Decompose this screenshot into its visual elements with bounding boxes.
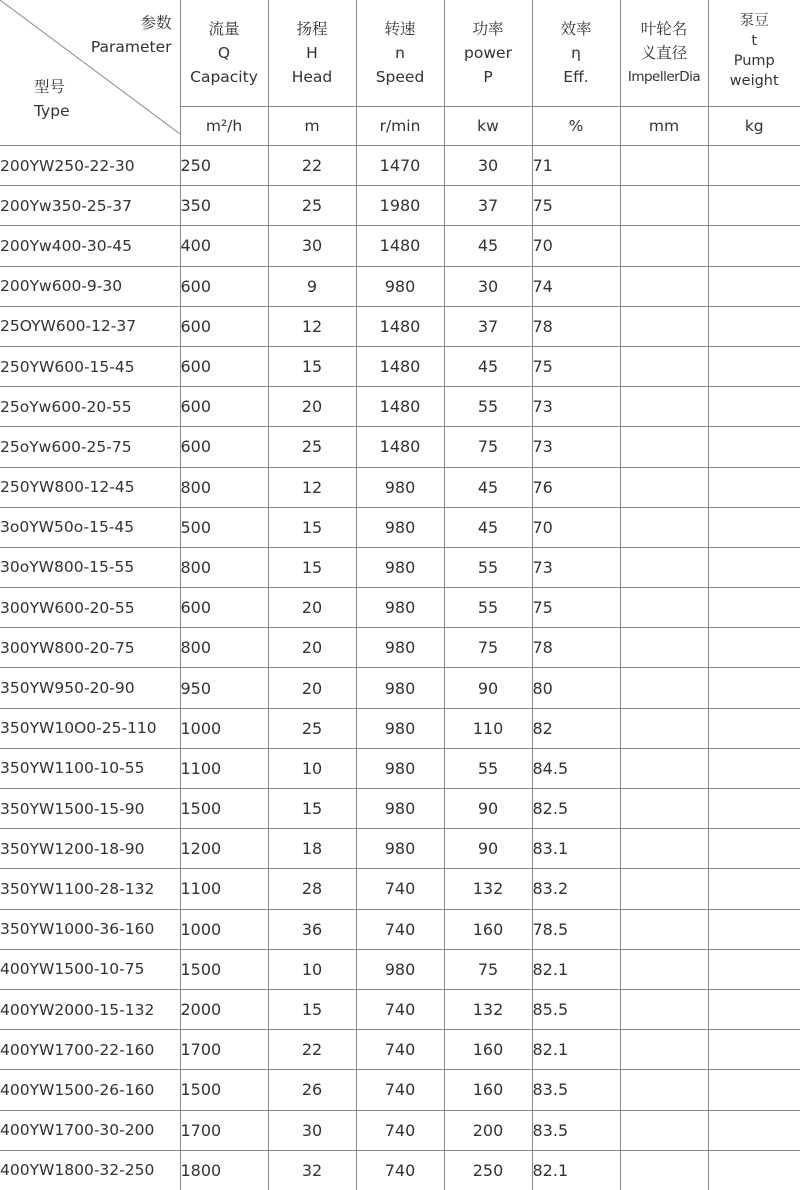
cell-power: 160 <box>444 1030 532 1070</box>
cell-pump-weight <box>708 1030 800 1070</box>
unit-power: kw <box>444 107 532 146</box>
cell-type: 200Yw400-30-45 <box>0 226 180 266</box>
table-row <box>0 708 800 748</box>
cell-impeller-dia <box>620 789 708 829</box>
cell-head: 25 <box>268 186 356 226</box>
cell-efficiency: 70 <box>532 507 620 547</box>
cell-power: 75 <box>444 427 532 467</box>
header-capacity-en: Capacity <box>181 65 268 89</box>
cell-impeller-dia <box>620 387 708 427</box>
cell-head: 10 <box>268 949 356 989</box>
table-row <box>0 186 800 226</box>
cell-efficiency: 82.1 <box>532 1150 620 1190</box>
cell-impeller-dia <box>620 588 708 628</box>
cell-efficiency: 75 <box>532 346 620 386</box>
cell-efficiency: 83.5 <box>532 1070 620 1110</box>
table-row <box>0 1150 800 1190</box>
type-label-cn: 型号 <box>34 75 70 99</box>
cell-capacity: 600 <box>180 387 268 427</box>
cell-speed: 980 <box>356 467 444 507</box>
cell-head: 25 <box>268 427 356 467</box>
cell-speed: 740 <box>356 869 444 909</box>
cell-type: 350YW1500-15-90 <box>0 789 180 829</box>
cell-speed: 980 <box>356 829 444 869</box>
cell-type: 300YW600-20-55 <box>0 588 180 628</box>
cell-type: 250YW600-15-45 <box>0 346 180 386</box>
cell-power: 160 <box>444 1070 532 1110</box>
cell-head: 15 <box>268 346 356 386</box>
cell-efficiency: 82 <box>532 708 620 748</box>
cell-head: 20 <box>268 588 356 628</box>
cell-type: 350YW1100-28-132 <box>0 869 180 909</box>
cell-efficiency: 84.5 <box>532 748 620 788</box>
header-speed-en: Speed <box>357 65 444 89</box>
header-capacity-cn: 流量 <box>181 17 268 41</box>
cell-efficiency: 75 <box>532 186 620 226</box>
cell-speed: 980 <box>356 507 444 547</box>
table-row <box>0 588 800 628</box>
cell-type: 300YW800-20-75 <box>0 628 180 668</box>
cell-efficiency: 71 <box>532 146 620 186</box>
cell-capacity: 950 <box>180 668 268 708</box>
cell-power: 37 <box>444 186 532 226</box>
cell-type: 25oYw600-25-75 <box>0 427 180 467</box>
cell-capacity: 800 <box>180 628 268 668</box>
cell-efficiency: 73 <box>532 547 620 587</box>
header-power-en: power <box>445 41 532 65</box>
cell-efficiency: 76 <box>532 467 620 507</box>
cell-power: 30 <box>444 266 532 306</box>
cell-head: 22 <box>268 1030 356 1070</box>
cell-efficiency: 78 <box>532 306 620 346</box>
cell-power: 37 <box>444 306 532 346</box>
cell-speed: 740 <box>356 1150 444 1190</box>
table-row <box>0 668 800 708</box>
cell-impeller-dia <box>620 1070 708 1110</box>
cell-power: 132 <box>444 989 532 1029</box>
table-row <box>0 387 800 427</box>
header-efficiency-cn: 效率 <box>533 17 620 41</box>
cell-pump-weight <box>708 989 800 1029</box>
cell-efficiency: 70 <box>532 226 620 266</box>
cell-capacity: 600 <box>180 588 268 628</box>
cell-capacity: 1800 <box>180 1150 268 1190</box>
cell-efficiency: 82.1 <box>532 1030 620 1070</box>
cell-impeller-dia <box>620 467 708 507</box>
header-capacity <box>180 0 268 107</box>
cell-capacity: 1000 <box>180 708 268 748</box>
cell-power: 90 <box>444 668 532 708</box>
cell-type: 400YW1500-10-75 <box>0 949 180 989</box>
header-weight-symbol: t <box>709 31 800 51</box>
type-label <box>34 75 70 123</box>
cell-efficiency: 82.1 <box>532 949 620 989</box>
corner-header-cell <box>0 0 180 146</box>
cell-impeller-dia <box>620 507 708 547</box>
cell-impeller-dia <box>620 628 708 668</box>
cell-pump-weight <box>708 628 800 668</box>
table-row <box>0 266 800 306</box>
cell-head: 12 <box>268 467 356 507</box>
cell-impeller-dia <box>620 1030 708 1070</box>
header-impeller-dia <box>620 0 708 107</box>
cell-impeller-dia <box>620 306 708 346</box>
cell-speed: 740 <box>356 1110 444 1150</box>
cell-impeller-dia <box>620 266 708 306</box>
table-row <box>0 909 800 949</box>
cell-type: 350YW1100-10-55 <box>0 748 180 788</box>
cell-power: 110 <box>444 708 532 748</box>
cell-power: 200 <box>444 1110 532 1150</box>
cell-head: 20 <box>268 668 356 708</box>
cell-capacity: 1000 <box>180 909 268 949</box>
header-impeller-en: ImpellerDia <box>621 65 708 89</box>
cell-efficiency: 82.5 <box>532 789 620 829</box>
table-row <box>0 748 800 788</box>
cell-capacity: 1700 <box>180 1110 268 1150</box>
cell-impeller-dia <box>620 427 708 467</box>
cell-type: 350YW1200-18-90 <box>0 829 180 869</box>
cell-type: 400YW2000-15-132 <box>0 989 180 1029</box>
cell-type: 350YW950-20-90 <box>0 668 180 708</box>
cell-capacity: 1200 <box>180 829 268 869</box>
cell-type: 400YW1700-22-160 <box>0 1030 180 1070</box>
cell-type: 350YW10O0-25-110 <box>0 708 180 748</box>
table-row <box>0 789 800 829</box>
cell-speed: 980 <box>356 789 444 829</box>
cell-speed: 980 <box>356 949 444 989</box>
cell-pump-weight <box>708 467 800 507</box>
cell-pump-weight <box>708 266 800 306</box>
table-row <box>0 507 800 547</box>
cell-head: 25 <box>268 708 356 748</box>
table-row <box>0 1030 800 1070</box>
cell-speed: 980 <box>356 628 444 668</box>
cell-type: 30oYW800-15-55 <box>0 547 180 587</box>
cell-speed: 980 <box>356 266 444 306</box>
cell-type: 25oYw600-20-55 <box>0 387 180 427</box>
cell-power: 30 <box>444 146 532 186</box>
cell-power: 55 <box>444 387 532 427</box>
cell-power: 45 <box>444 507 532 547</box>
cell-speed: 740 <box>356 989 444 1029</box>
cell-impeller-dia <box>620 186 708 226</box>
parameter-label-en: Parameter <box>91 35 172 59</box>
cell-capacity: 1500 <box>180 949 268 989</box>
unit-efficiency: % <box>532 107 620 146</box>
cell-efficiency: 78.5 <box>532 909 620 949</box>
cell-speed: 1480 <box>356 427 444 467</box>
unit-pump-weight: kg <box>708 107 800 146</box>
cell-efficiency: 73 <box>532 427 620 467</box>
cell-power: 75 <box>444 628 532 668</box>
cell-speed: 1470 <box>356 146 444 186</box>
header-speed-cn: 转速 <box>357 17 444 41</box>
cell-pump-weight <box>708 829 800 869</box>
table-row <box>0 628 800 668</box>
cell-capacity: 1500 <box>180 1070 268 1110</box>
cell-power: 45 <box>444 346 532 386</box>
cell-pump-weight <box>708 869 800 909</box>
cell-type: 400YW1700-30-200 <box>0 1110 180 1150</box>
cell-type: 400YW1800-32-250 <box>0 1150 180 1190</box>
cell-head: 36 <box>268 909 356 949</box>
cell-pump-weight <box>708 949 800 989</box>
cell-speed: 1980 <box>356 186 444 226</box>
header-power-symbol: P <box>445 65 532 89</box>
cell-head: 15 <box>268 789 356 829</box>
cell-impeller-dia <box>620 748 708 788</box>
cell-capacity: 400 <box>180 226 268 266</box>
cell-capacity: 1700 <box>180 1030 268 1070</box>
header-power-cn: 功率 <box>445 17 532 41</box>
unit-head: m <box>268 107 356 146</box>
cell-head: 22 <box>268 146 356 186</box>
header-pump-weight <box>708 0 800 107</box>
cell-speed: 980 <box>356 588 444 628</box>
cell-power: 90 <box>444 789 532 829</box>
cell-head: 30 <box>268 226 356 266</box>
parameter-label <box>91 11 172 59</box>
cell-efficiency: 74 <box>532 266 620 306</box>
cell-head: 18 <box>268 829 356 869</box>
cell-capacity: 350 <box>180 186 268 226</box>
header-capacity-symbol: Q <box>181 41 268 65</box>
cell-type: 25OYW600-12-37 <box>0 306 180 346</box>
unit-speed: r/min <box>356 107 444 146</box>
cell-pump-weight <box>708 346 800 386</box>
cell-power: 160 <box>444 909 532 949</box>
table-row <box>0 869 800 909</box>
cell-power: 55 <box>444 547 532 587</box>
cell-type: 400YW1500-26-160 <box>0 1070 180 1110</box>
table-row <box>0 949 800 989</box>
cell-power: 90 <box>444 829 532 869</box>
cell-head: 12 <box>268 306 356 346</box>
header-head-symbol: H <box>269 41 356 65</box>
cell-efficiency: 83.5 <box>532 1110 620 1150</box>
cell-power: 132 <box>444 869 532 909</box>
cell-type: 200Yw600-9-30 <box>0 266 180 306</box>
parameter-label-cn: 参数 <box>91 11 172 35</box>
table-row <box>0 146 800 186</box>
table-row <box>0 467 800 507</box>
cell-efficiency: 78 <box>532 628 620 668</box>
cell-impeller-dia <box>620 146 708 186</box>
cell-pump-weight <box>708 387 800 427</box>
header-weight-en-2: weight <box>709 71 800 91</box>
cell-power: 55 <box>444 588 532 628</box>
cell-impeller-dia <box>620 1150 708 1190</box>
cell-capacity: 600 <box>180 346 268 386</box>
table-row <box>0 226 800 266</box>
cell-speed: 980 <box>356 748 444 788</box>
cell-pump-weight <box>708 507 800 547</box>
cell-head: 15 <box>268 989 356 1029</box>
cell-power: 45 <box>444 226 532 266</box>
cell-impeller-dia <box>620 949 708 989</box>
cell-capacity: 600 <box>180 266 268 306</box>
table-row <box>0 306 800 346</box>
cell-efficiency: 85.5 <box>532 989 620 1029</box>
cell-capacity: 1500 <box>180 789 268 829</box>
cell-impeller-dia <box>620 547 708 587</box>
header-impeller-cn-2: 义直径 <box>621 41 708 65</box>
cell-speed: 980 <box>356 668 444 708</box>
unit-impeller-dia: mm <box>620 107 708 146</box>
cell-capacity: 500 <box>180 507 268 547</box>
cell-speed: 1480 <box>356 306 444 346</box>
cell-head: 9 <box>268 266 356 306</box>
cell-head: 15 <box>268 507 356 547</box>
cell-efficiency: 83.2 <box>532 869 620 909</box>
cell-pump-weight <box>708 748 800 788</box>
header-head <box>268 0 356 107</box>
cell-power: 45 <box>444 467 532 507</box>
cell-type: 200YW250-22-30 <box>0 146 180 186</box>
cell-speed: 1480 <box>356 387 444 427</box>
header-weight-en-1: Pump <box>709 51 800 71</box>
cell-capacity: 800 <box>180 467 268 507</box>
cell-pump-weight <box>708 909 800 949</box>
cell-head: 10 <box>268 748 356 788</box>
cell-speed: 980 <box>356 708 444 748</box>
cell-impeller-dia <box>620 668 708 708</box>
header-power <box>444 0 532 107</box>
cell-pump-weight <box>708 186 800 226</box>
cell-impeller-dia <box>620 909 708 949</box>
header-impeller-cn-1: 叶轮名 <box>621 17 708 41</box>
cell-pump-weight <box>708 427 800 467</box>
cell-pump-weight <box>708 1110 800 1150</box>
table-row <box>0 346 800 386</box>
cell-head: 15 <box>268 547 356 587</box>
cell-head: 20 <box>268 387 356 427</box>
cell-pump-weight <box>708 1070 800 1110</box>
cell-capacity: 250 <box>180 146 268 186</box>
cell-head: 26 <box>268 1070 356 1110</box>
cell-type: 200Yw350-25-37 <box>0 186 180 226</box>
cell-head: 20 <box>268 628 356 668</box>
cell-capacity: 600 <box>180 427 268 467</box>
cell-efficiency: 83.1 <box>532 829 620 869</box>
cell-power: 250 <box>444 1150 532 1190</box>
header-speed-symbol: n <box>357 41 444 65</box>
cell-impeller-dia <box>620 346 708 386</box>
cell-head: 32 <box>268 1150 356 1190</box>
cell-impeller-dia <box>620 226 708 266</box>
type-label-en: Type <box>34 99 70 123</box>
cell-impeller-dia <box>620 1110 708 1150</box>
table-row <box>0 547 800 587</box>
cell-type: 350YW1000-36-160 <box>0 909 180 949</box>
cell-speed: 980 <box>356 547 444 587</box>
cell-pump-weight <box>708 708 800 748</box>
cell-capacity: 800 <box>180 547 268 587</box>
cell-head: 30 <box>268 1110 356 1150</box>
cell-impeller-dia <box>620 869 708 909</box>
cell-efficiency: 80 <box>532 668 620 708</box>
cell-pump-weight <box>708 547 800 587</box>
header-row <box>0 0 800 107</box>
cell-capacity: 1100 <box>180 869 268 909</box>
cell-pump-weight <box>708 306 800 346</box>
cell-power: 75 <box>444 949 532 989</box>
cell-capacity: 1100 <box>180 748 268 788</box>
cell-impeller-dia <box>620 708 708 748</box>
table-row <box>0 427 800 467</box>
cell-type: 250YW800-12-45 <box>0 467 180 507</box>
cell-capacity: 2000 <box>180 989 268 1029</box>
cell-efficiency: 75 <box>532 588 620 628</box>
cell-pump-weight <box>708 226 800 266</box>
table-row <box>0 829 800 869</box>
cell-pump-weight <box>708 668 800 708</box>
cell-efficiency: 73 <box>532 387 620 427</box>
cell-pump-weight <box>708 588 800 628</box>
cell-pump-weight <box>708 789 800 829</box>
cell-capacity: 600 <box>180 306 268 346</box>
cell-power: 55 <box>444 748 532 788</box>
cell-pump-weight <box>708 1150 800 1190</box>
cell-speed: 1480 <box>356 346 444 386</box>
cell-impeller-dia <box>620 829 708 869</box>
header-head-en: Head <box>269 65 356 89</box>
header-speed <box>356 0 444 107</box>
cell-speed: 1480 <box>356 226 444 266</box>
header-head-cn: 扬程 <box>269 17 356 41</box>
table-row <box>0 1070 800 1110</box>
table-row <box>0 989 800 1029</box>
cell-type: 3o0YW50o-15-45 <box>0 507 180 547</box>
header-efficiency-en: Eff. <box>533 65 620 89</box>
cell-head: 28 <box>268 869 356 909</box>
header-efficiency <box>532 0 620 107</box>
cell-speed: 740 <box>356 1070 444 1110</box>
header-efficiency-symbol: η <box>533 41 620 65</box>
cell-speed: 740 <box>356 1030 444 1070</box>
cell-impeller-dia <box>620 989 708 1029</box>
unit-capacity: m²/h <box>180 107 268 146</box>
cell-pump-weight <box>708 146 800 186</box>
table-row <box>0 1110 800 1150</box>
header-weight-cn: 泵豆 <box>709 11 800 31</box>
cell-speed: 740 <box>356 909 444 949</box>
